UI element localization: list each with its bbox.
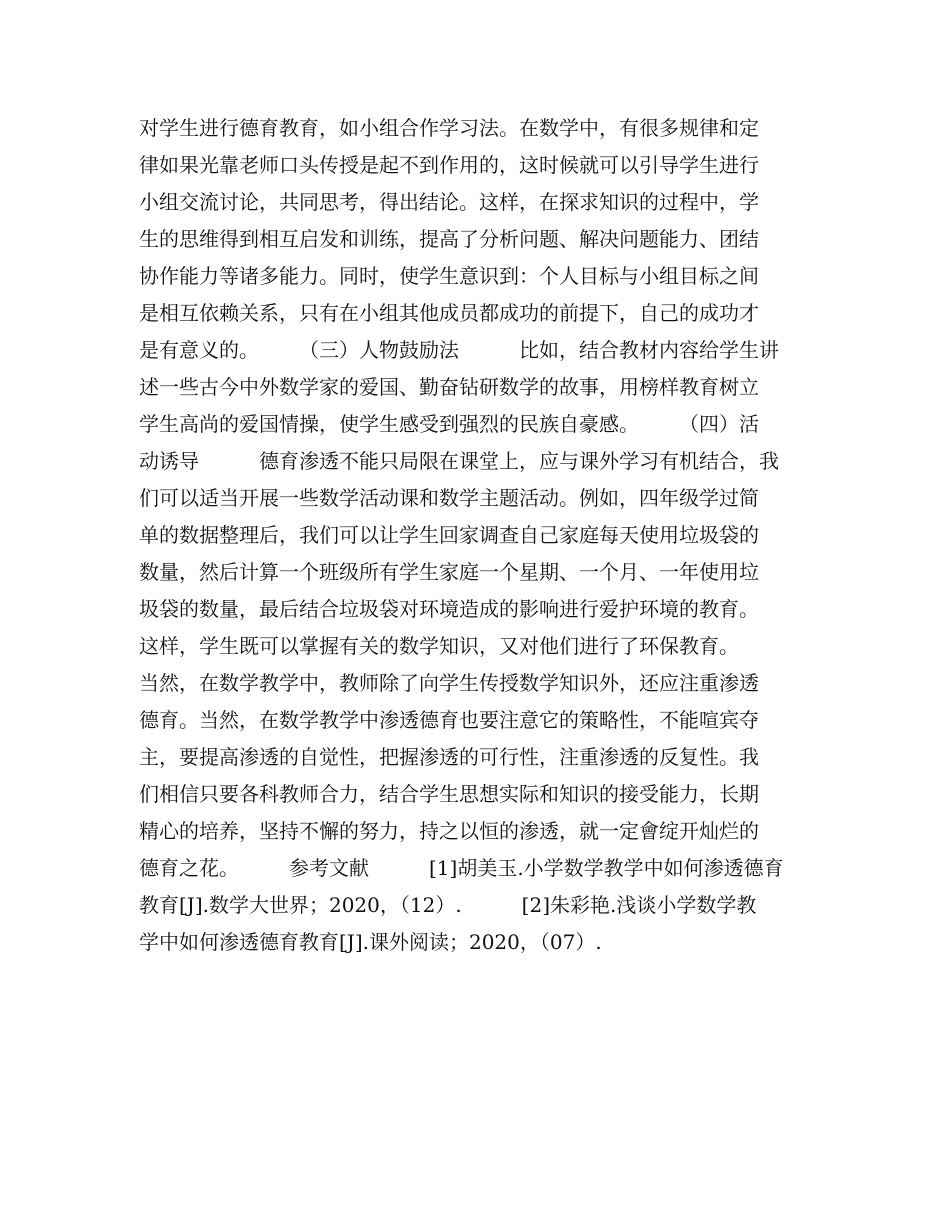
text-line: 圾袋的数量，最后结合垃圾袋对环境造成的影响进行爱护环境的教育。 bbox=[139, 597, 759, 621]
text-line: 小组交流讨论，共同思考，得出结论。这样，在探求知识的过程中，学 bbox=[139, 190, 759, 214]
text-line: 教育[J].数学大世界；2020，（12）. [2]朱彩艳.浅谈小学数学教 bbox=[139, 893, 757, 917]
text-line: 们可以适当开展一些数学活动课和数学主题活动。例如，四年级学过简 bbox=[139, 486, 759, 510]
text-line: 是相互依赖关系，只有在小组其他成员都成功的前提下，自己的成功才 bbox=[139, 301, 759, 325]
text-line: 对学生进行德育教育，如小组合作学习法。在数学中，有很多规律和定 bbox=[139, 116, 759, 140]
text-line: 精心的培养，坚持不懈的努力，持之以恒的渗透，就一定會绽开灿烂的 bbox=[139, 819, 759, 843]
text-line: 学生高尚的爱国情操，使学生感受到强烈的民族自豪感。 （四）活 bbox=[139, 412, 759, 436]
text-line: 这样，学生既可以掌握有关的数学知识，又对他们进行了环保教育。 bbox=[139, 634, 739, 658]
text-line: 单的数据整理后，我们可以让学生回家调查自己家庭每天使用垃圾袋的 bbox=[139, 523, 759, 547]
text-line: 是有意义的。 （三）人物鼓励法 比如，结合教材内容给学生讲 bbox=[139, 338, 779, 362]
text-line: 们相信只要各科教师合力，结合学生思想实际和知识的接受能力，长期 bbox=[139, 782, 759, 806]
text-line: 述一些古今中外数学家的爱国、勤奋钻研数学的故事，用榜样教育树立 bbox=[139, 375, 759, 399]
text-line: 主，要提高渗透的自觉性，把握渗透的可行性，注重渗透的反复性。我 bbox=[139, 745, 759, 769]
text-line: 律如果光靠老师口头传授是起不到作用的，这时候就可以引导学生进行 bbox=[139, 153, 759, 177]
text-line: 学中如何渗透德育教育[J].课外阅读；2020，（07）. bbox=[139, 930, 602, 954]
text-line: 数量，然后计算一个班级所有学生家庭一个星期、一个月、一年使用垃 bbox=[139, 560, 759, 584]
text-line: 协作能力等诸多能力。同时，使学生意识到：个人目标与小组目标之间 bbox=[139, 264, 759, 288]
text-line: 动诱导 德育渗透不能只局限在课堂上，应与课外学习有机结合，我 bbox=[139, 449, 779, 473]
text-line: 德育。当然，在数学教学中渗透德育也要注意它的策略性，不能喧宾夺 bbox=[139, 708, 759, 732]
body-text bbox=[139, 110, 819, 961]
text-line: 生的思维得到相互启发和训练，提高了分析问题、解决问题能力、团结 bbox=[139, 227, 759, 251]
text-line: 当然，在数学教学中，教师除了向学生传授数学知识外，还应注重渗透 bbox=[139, 671, 759, 695]
text-line: 德育之花。 参考文献 [1]胡美玉.小学数学教学中如何渗透德育 bbox=[139, 856, 784, 880]
